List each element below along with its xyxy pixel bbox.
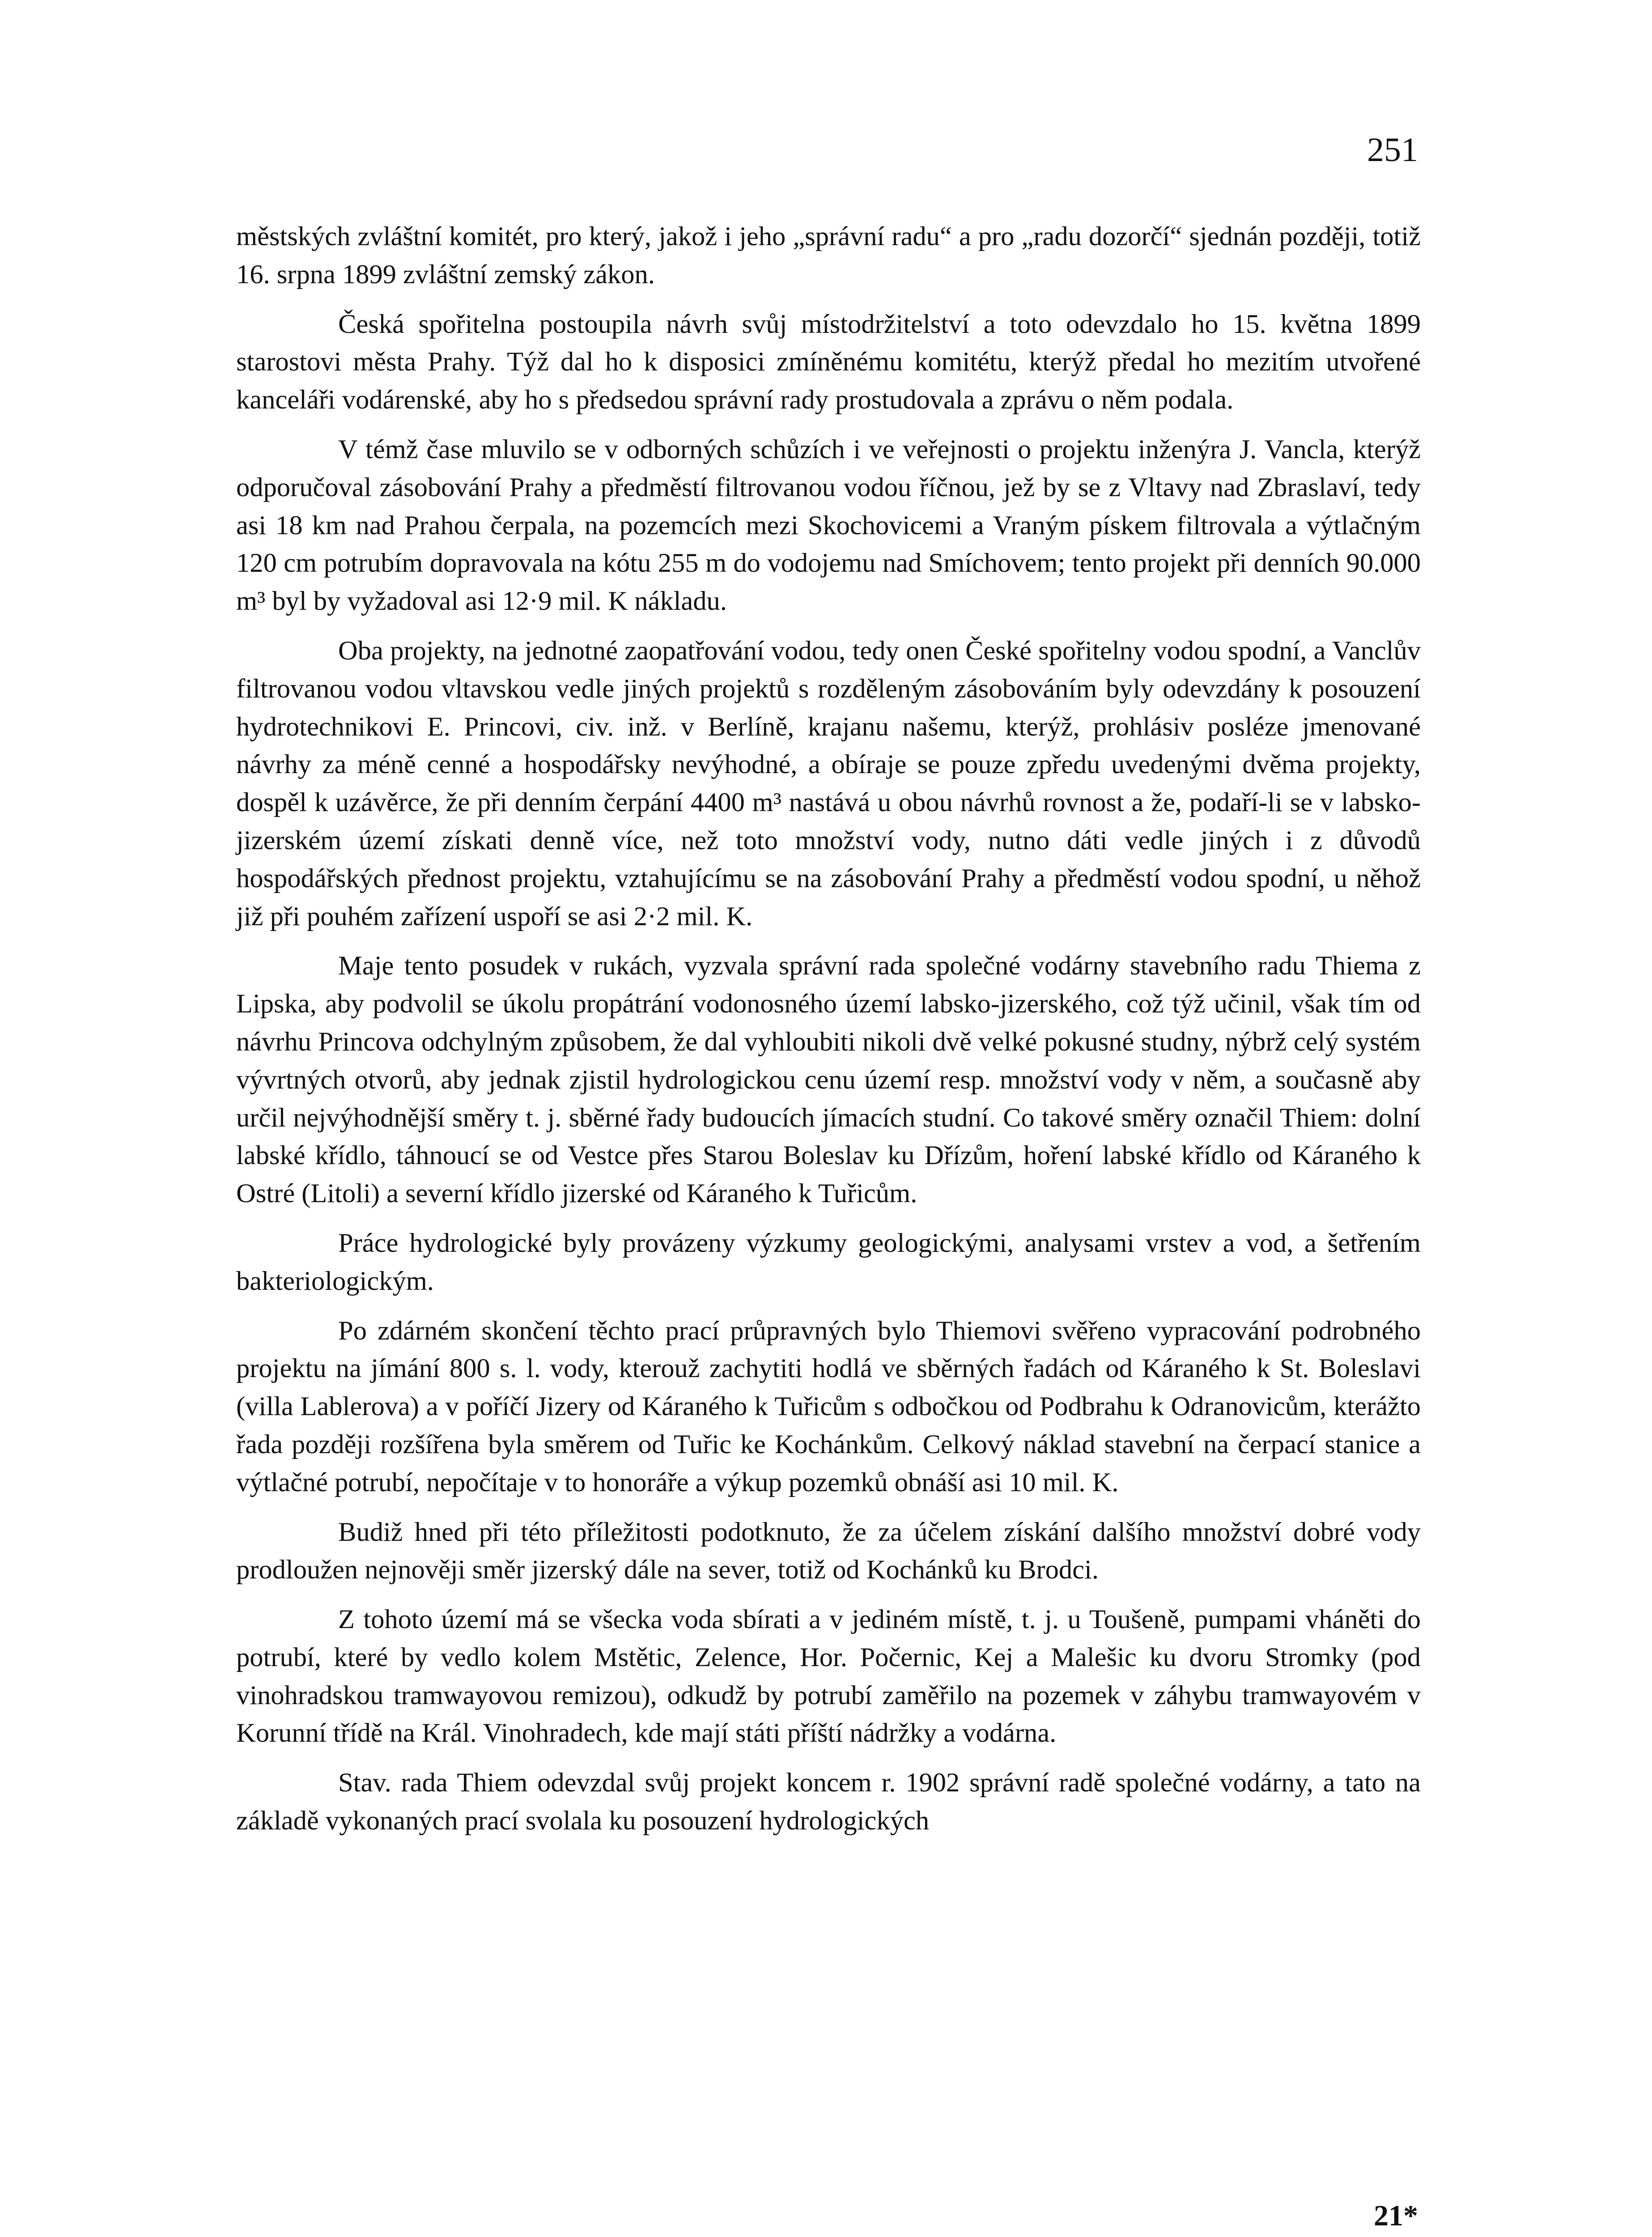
paragraph-10: Stav. rada Thiem odevzdal svůj projekt koncem r. 1902 správní radě společné vodárny, a tato na základě vykonaných prací svolala ku posouzení hydrologických	[236, 1768, 1421, 1836]
paragraph-3: V témž čase mluvilo se v odborných schůzích i ve veřejnosti o projektu inženýra J. Vancla, kterýž odporučoval zásobování Prahy a předměstí filtrovanou vodou říčnou, jež by se z Vltavy nad Zbraslaví, tedy asi 18 km nad Prahou čerpala, na pozemcích mezi Skochovicemi a Vraným pískem filtrovala a výtlačným 120 cm potrubím dopravovala na kótu 255 m do vodojemu nad Smíchovem; tento projekt při denních 90.000 m³ byl by vyžadoval asi 12·9 mil. K nákladu.	[236, 434, 1421, 617]
signature-mark: 21*	[1374, 2199, 1418, 2232]
paragraph-6: Práce hydrologické byly provázeny výzkumy geologickými, analysami vrstev a vod, a šetřením bakteriologickým.	[236, 1228, 1421, 1296]
page-number: 251	[1367, 131, 1418, 169]
paragraph-1: městských zvláštní komitét, pro který, jakož i jeho „správní radu“ a pro „radu dozorčí“ sjednán později, totiž 16. srpna 1899 zvláštní zemský zákon.	[236, 221, 1421, 289]
paragraph-4: Oba projekty, na jednotné zaopatřování vodou, tedy onen České spořitelny vodou spodní, a Vanclův filtrovanou vodou vltavskou vedle jiných projektů s rozděleným zásobováním byly odevzdány k posouzení hydrotechnikovi E. Princovi, civ. inž. v Berlíně, krajanu našemu, kterýž, prohlásiv posléze jmenované návrhy za méně cenné a hospodářsky nevýhodné, a obíraje se pouze zpředu uvedenými dvěma projekty, dospěl k uzávěrce, že při denním čerpání 4400 m³ nastává u obou návrhů rovnost a že, podaří-li se v labsko-jizerském území získati denně více, než toto množství vody, nutno dáti vedle jiných i z důvodů hospodářských přednost projektu, vztahujícímu se na zásobování Prahy a předměstí vodou spodní, u něhož již při pouhém zařízení uspoří se asi 2·2 mil. K.	[236, 635, 1421, 931]
paragraph-9: Z tohoto území má se všecka voda sbírati a v jediném místě, t. j. u Toušeně, pumpami vháněti do potrubí, které by vedlo kolem Mstětic, Zelence, Hor. Počernic, Kej a Malešic ku dvoru Stromky (pod vinohradskou tramwayovou remizou), odkudž by potrubí zaměřilo na pozemek v záhybu tramwayovém v Korunní třídě na Král. Vinohradech, kde mají státi příští nádržky a vodárna.	[236, 1604, 1421, 1748]
body-text	[236, 218, 1421, 1852]
paragraph-2: Česká spořitelna postoupila návrh svůj místodržitelství a toto odevzdalo ho 15. května 1899 starostovi města Prahy. Týž dal ho k disposici zmíněnému komitétu, kterýž předal ho mezitím utvořené kanceláři vodárenské, aby ho s předsedou správní rady prostudovala a zprávu o něm podala.	[236, 309, 1421, 415]
paragraph-5: Maje tento posudek v rukách, vyzvala správní rada společné vodárny stavebního radu Thiema z Lipska, aby podvolil se úkolu propátrání vodonosného území labsko-jizerského, což týž učinil, však tím od návrhu Princova odchylným způsobem, že dal vyhloubiti nikoli dvě velké pokusné studny, nýbrž celý systém vývrtných otvorů, aby jednak zjistil hydrologickou cenu území resp. množství vody v něm, a současně aby určil nejvýhodnější směry t. j. sběrné řady budoucích jímacích studní. Co takové směry označil Thiem: dolní labské křídlo, táhnoucí se od Vestce přes Starou Boleslav ku Dřízům, hoření labské křídlo od Káraného k Ostré (Litoli) a severní křídlo jizerské od Káraného k Tuřicům.	[236, 951, 1421, 1209]
paragraph-8: Budiž hned při této příležitosti podotknuto, že za účelem získání dalšího množství dobré vody prodloužen nejnověji směr jizerský dále na sever, totiž od Kochánků ku Brodci.	[236, 1517, 1421, 1585]
paragraph-7: Po zdárném skončení těchto prací průpravných bylo Thiemovi svěřeno vypracování podrobného projektu na jímání 800 s. l. vody, kterouž zachytiti hodlá ve sběrných řadách od Káraného k St. Boleslavi (villa Lablerova) a v poříčí Jizery od Káraného k Tuřicům s odbočkou od Podbrahu k Odranovicům, kterážto řada později rozšířena byla směrem od Tuřic ke Kochánkům. Celkový náklad stavební na čerpací stanice a výtlačné potrubí, nepočítaje v to honoráře a výkup pozemků obnáší asi 10 mil. K.	[236, 1315, 1421, 1497]
